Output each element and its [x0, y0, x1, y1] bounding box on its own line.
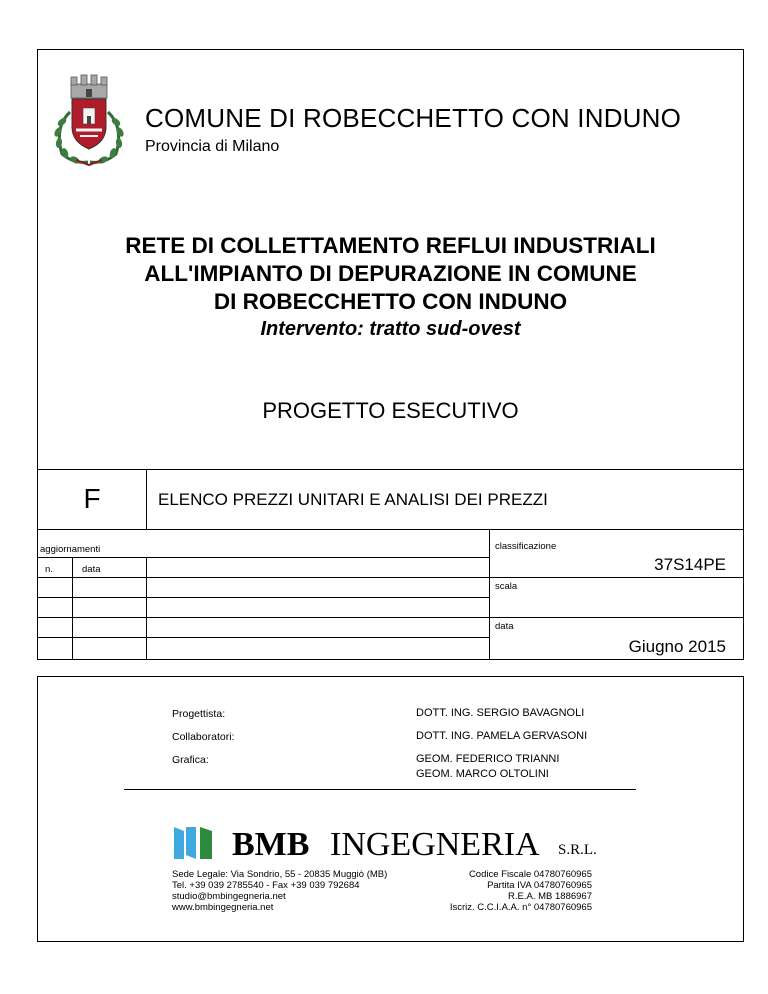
address-line: Tel. +39 039 2785540 - Fax +39 039 792684: [172, 880, 360, 891]
project-title: [38, 232, 743, 342]
project-stage: PROGETTO ESECUTIVO: [262, 398, 519, 423]
credits-divider: [124, 789, 636, 790]
credit-value-collaboratori: DOTT. ING. PAMELA GERVASONI: [416, 730, 588, 742]
company-name-regular: INGEGNERIA: [330, 826, 540, 863]
company-logo-icon: [172, 825, 214, 861]
classificazione-value: 37S14PE: [654, 555, 726, 574]
scala-label: scala: [495, 581, 518, 592]
table-row-line-4: [37, 617, 744, 618]
data-label: data: [495, 621, 514, 632]
credit-label-collaboratori: Collaboratori:: [172, 731, 235, 743]
document-description: ELENCO PREZZI UNITARI E ANALISI DEI PREZZI: [158, 490, 548, 509]
divider-doc-letter: [146, 469, 147, 529]
project-title-line-2: ALL'IMPIANTO DI DEPURAZIONE IN COMUNE: [144, 261, 637, 286]
credit-value-grafica-1: GEOM. FEDERICO TRIANNI: [416, 753, 560, 765]
n-column-label: n.: [45, 564, 53, 575]
bottom-frame: [37, 676, 744, 942]
table-col-data: [146, 557, 147, 660]
address-line: Sede Legale: Via Sondrio, 55 - 20835 Muggiò (MB): [172, 869, 388, 880]
credit-label-grafica: Grafica:: [172, 754, 209, 766]
table-col-n: [72, 557, 73, 660]
top-frame: [37, 49, 744, 660]
classificazione-label: classificazione: [495, 541, 557, 552]
table-col-right: [489, 529, 490, 660]
comune-name: COMUNE DI ROBECCHETTO CON INDUNO: [145, 103, 682, 133]
credit-label-progettista: Progettista:: [172, 708, 226, 720]
project-subtitle: Intervento: tratto sud-ovest: [260, 318, 521, 340]
project-title-line-3: DI ROBECCHETTO CON INDUNO: [213, 289, 568, 314]
document-letter: F: [83, 483, 101, 514]
table-row-line-5: [37, 637, 489, 638]
table-row-line-1: [37, 557, 489, 558]
project-title-line-1: RETE DI COLLETTAMENTO REFLUI INDUSTRIALI: [125, 233, 656, 258]
provincia-name: Provincia di Milano: [145, 138, 280, 155]
company-suffix: S.R.L.: [558, 842, 597, 858]
email-link[interactable]: studio@bmbingegneria.net: [172, 891, 286, 902]
table-top-line: [37, 529, 744, 530]
fiscal-line: Codice Fiscale 04780760965: [468, 869, 592, 880]
fiscal-line: Partita IVA 04780760965: [487, 880, 592, 891]
data-column-label: data: [82, 564, 101, 575]
municipal-crest-icon: [46, 72, 132, 168]
data-value: Giugno 2015: [628, 637, 726, 656]
fiscal-line: R.E.A. MB 1886967: [508, 891, 592, 902]
credit-value-grafica-2: GEOM. MARCO OLTOLINI: [416, 768, 549, 780]
divider-doc-top: [37, 469, 744, 470]
company-fiscal: [450, 869, 592, 913]
aggiornamenti-label: aggiornamenti: [40, 544, 101, 555]
company-name-bold: BMB: [232, 826, 310, 863]
website-link[interactable]: www.bmbingegneria.net: [172, 902, 274, 913]
table-row-line-3: [37, 597, 489, 598]
fiscal-line: Iscriz. C.C.I.A.A. n° 04780760965: [449, 902, 592, 913]
table-row-line-2: [37, 577, 744, 578]
company-address: [172, 869, 387, 913]
credit-value-progettista: DOTT. ING. SERGIO BAVAGNOLI: [416, 707, 585, 719]
